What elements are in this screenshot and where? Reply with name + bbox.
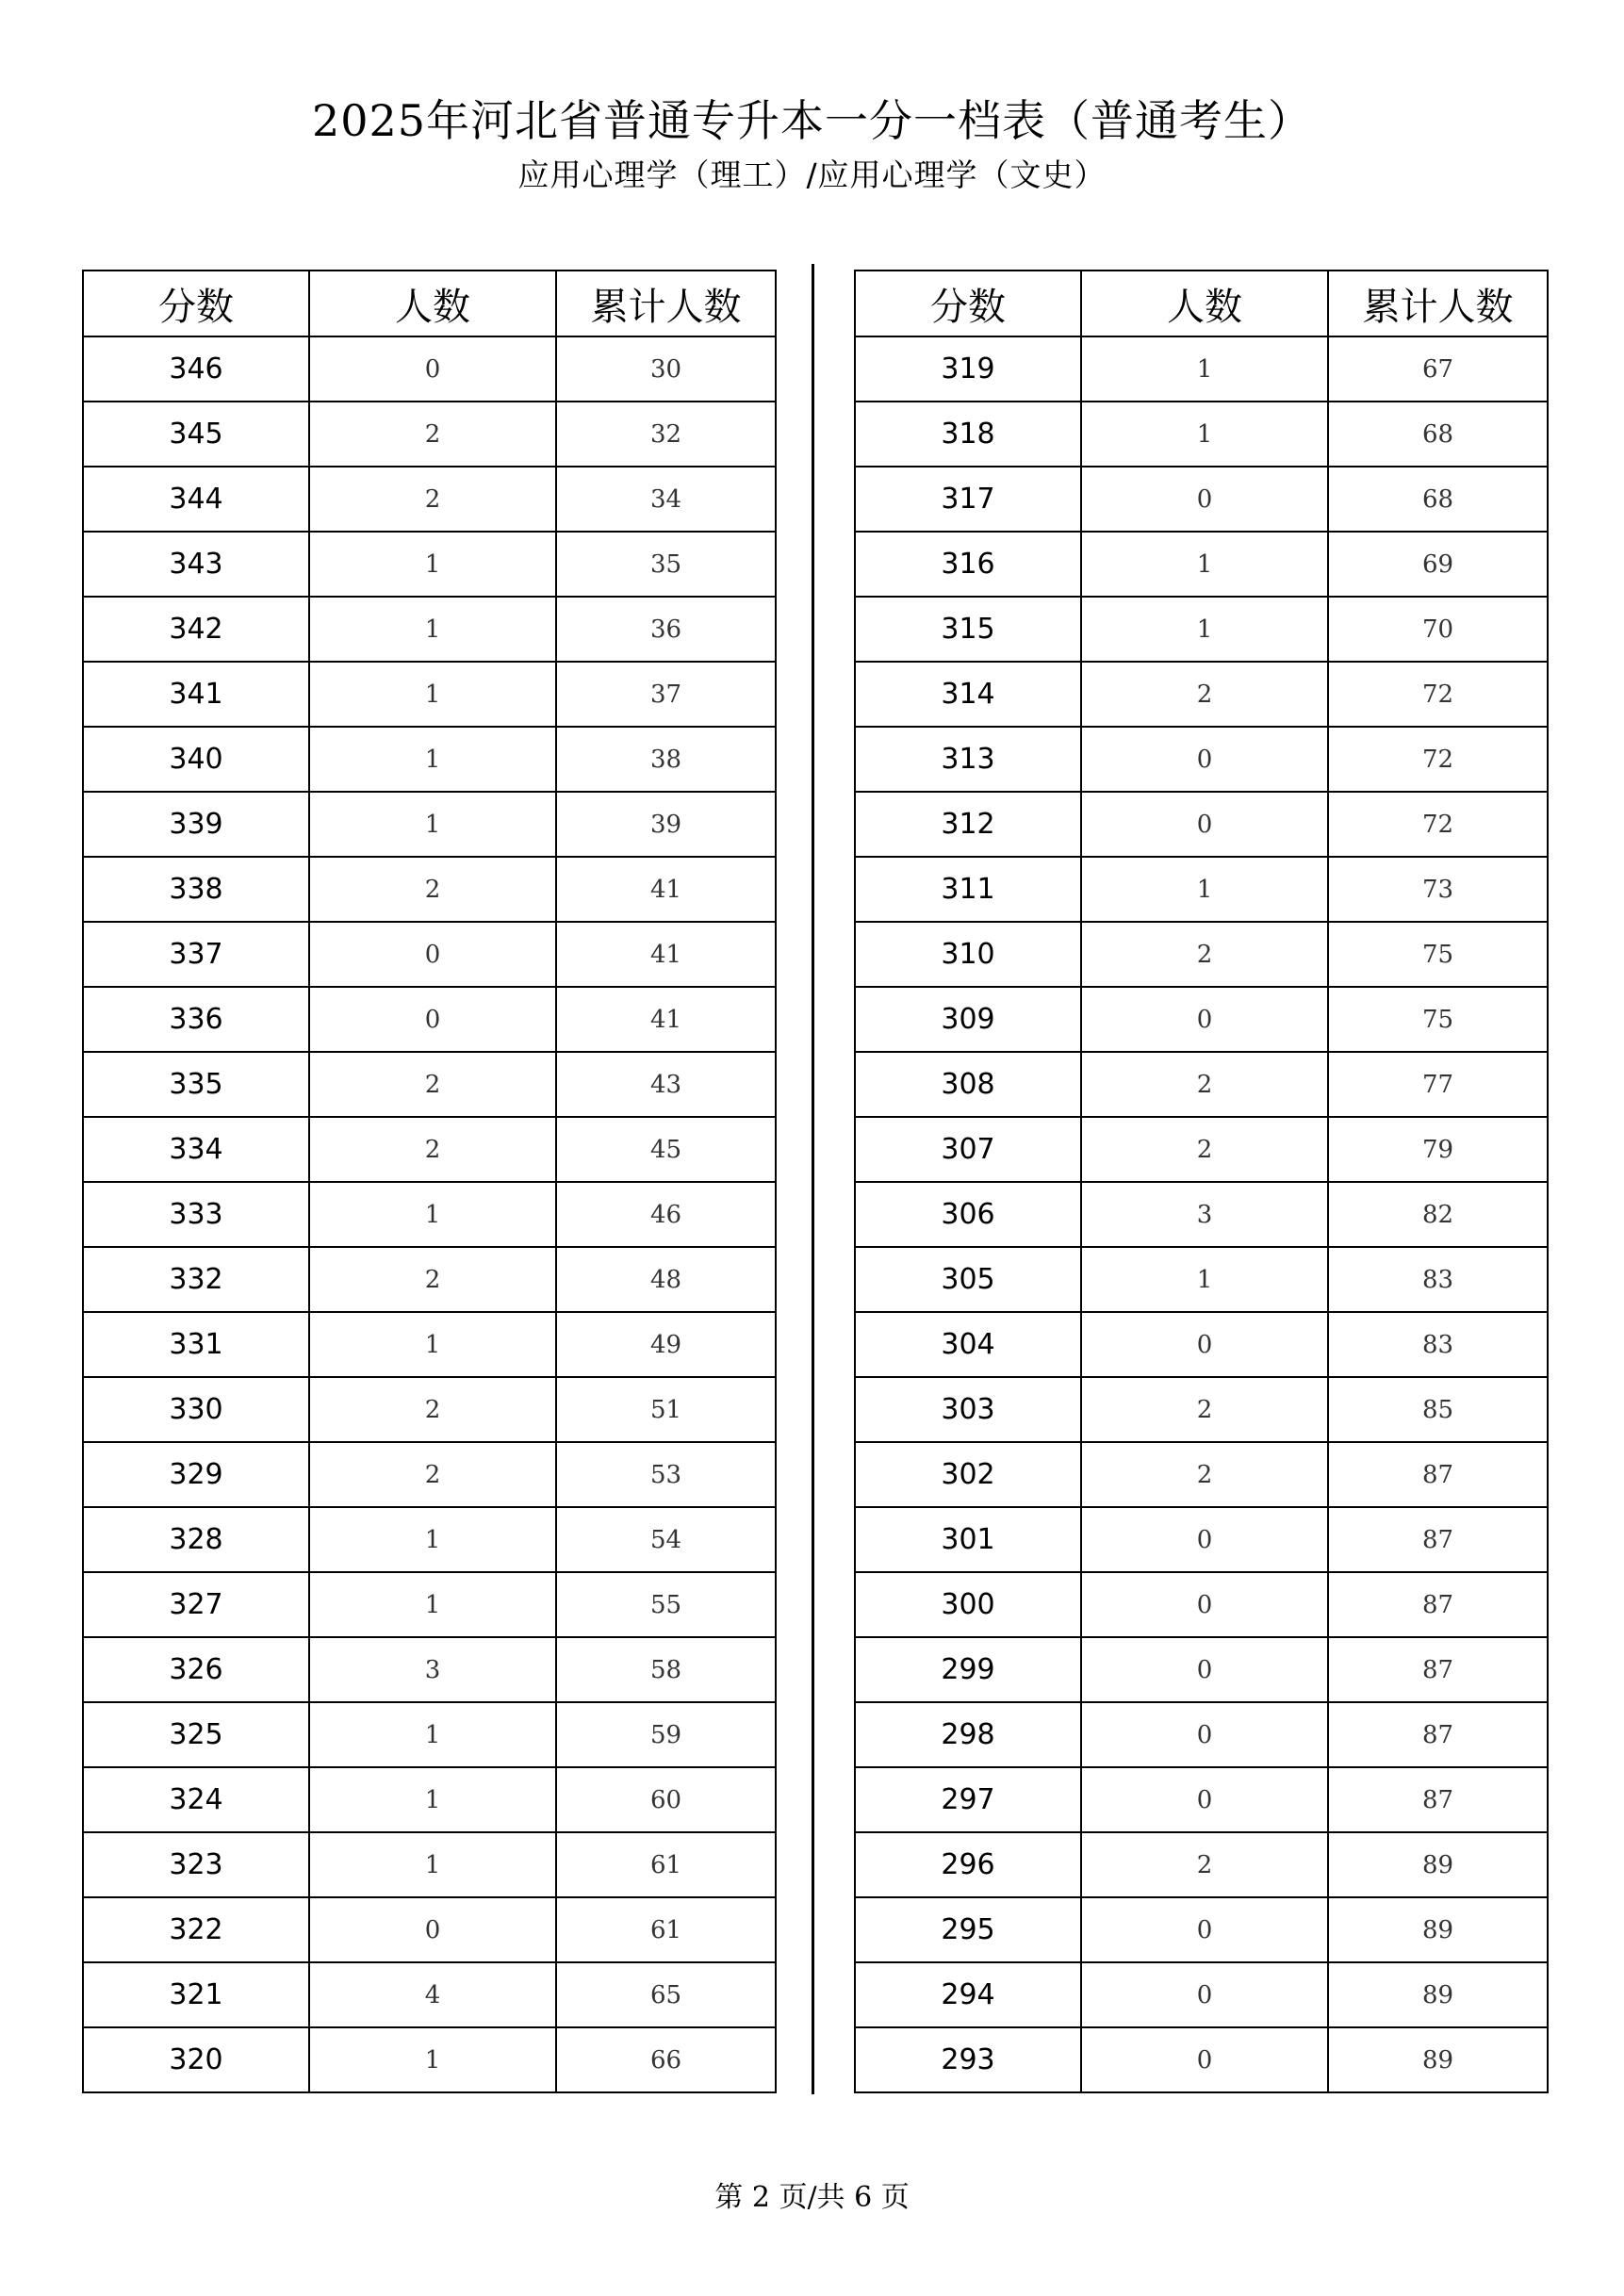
header-cumulative: 累计人数 <box>1328 271 1548 336</box>
table-row <box>855 987 1548 1052</box>
table-row <box>83 1182 776 1247</box>
score-cell: 328 <box>83 1507 309 1572</box>
count-cell: 2 <box>309 1117 556 1182</box>
count-cell: 0 <box>1081 1767 1328 1832</box>
table-row <box>83 1962 776 2027</box>
score-cell: 293 <box>855 2027 1081 2092</box>
cumulative-cell: 87 <box>1328 1637 1548 1702</box>
count-cell: 2 <box>1081 922 1328 987</box>
count-cell: 2 <box>1081 1832 1328 1897</box>
count-cell: 1 <box>309 1572 556 1637</box>
score-cell: 301 <box>855 1507 1081 1572</box>
count-cell: 2 <box>309 402 556 467</box>
count-cell: 1 <box>309 532 556 597</box>
count-cell: 1 <box>309 727 556 792</box>
cumulative-cell: 51 <box>556 1377 776 1442</box>
score-cell: 338 <box>83 857 309 922</box>
score-cell: 297 <box>855 1767 1081 1832</box>
table-row <box>855 1117 1548 1182</box>
count-cell: 1 <box>309 1767 556 1832</box>
score-cell: 339 <box>83 792 309 857</box>
score-cell: 306 <box>855 1182 1081 1247</box>
count-cell: 3 <box>1081 1182 1328 1247</box>
count-cell: 1 <box>309 597 556 662</box>
table-row <box>83 1897 776 1962</box>
cumulative-cell: 89 <box>1328 1832 1548 1897</box>
table-row <box>855 1182 1548 1247</box>
table-row <box>855 1572 1548 1637</box>
count-cell: 1 <box>309 1702 556 1767</box>
score-cell: 320 <box>83 2027 309 2092</box>
cumulative-cell: 66 <box>556 2027 776 2092</box>
cumulative-cell: 79 <box>1328 1117 1548 1182</box>
score-cell: 325 <box>83 1702 309 1767</box>
cumulative-cell: 59 <box>556 1702 776 1767</box>
table-row <box>83 1052 776 1117</box>
table-row <box>855 792 1548 857</box>
table-row <box>855 922 1548 987</box>
table-row <box>83 1767 776 1832</box>
count-cell: 0 <box>309 336 556 402</box>
table-row <box>83 336 776 402</box>
count-cell: 1 <box>1081 336 1328 402</box>
cumulative-cell: 87 <box>1328 1507 1548 1572</box>
count-cell: 1 <box>309 1832 556 1897</box>
cumulative-cell: 87 <box>1328 1572 1548 1637</box>
cumulative-cell: 49 <box>556 1312 776 1377</box>
count-cell: 1 <box>309 792 556 857</box>
count-cell: 1 <box>1081 597 1328 662</box>
count-cell: 0 <box>309 1897 556 1962</box>
score-cell: 314 <box>855 662 1081 727</box>
count-cell: 1 <box>309 662 556 727</box>
score-cell: 304 <box>855 1312 1081 1377</box>
score-cell: 326 <box>83 1637 309 1702</box>
cumulative-cell: 87 <box>1328 1702 1548 1767</box>
count-cell: 2 <box>309 1247 556 1312</box>
table-row <box>83 1702 776 1767</box>
cumulative-cell: 82 <box>1328 1182 1548 1247</box>
score-cell: 309 <box>855 987 1081 1052</box>
cumulative-cell: 36 <box>556 597 776 662</box>
cumulative-cell: 77 <box>1328 1052 1548 1117</box>
table-row <box>855 532 1548 597</box>
cumulative-cell: 45 <box>556 1117 776 1182</box>
count-cell: 0 <box>1081 467 1328 532</box>
table-row <box>83 1832 776 1897</box>
cumulative-cell: 43 <box>556 1052 776 1117</box>
score-cell: 318 <box>855 402 1081 467</box>
score-cell: 342 <box>83 597 309 662</box>
count-cell: 2 <box>1081 1442 1328 1507</box>
score-cell: 310 <box>855 922 1081 987</box>
score-cell: 322 <box>83 1897 309 1962</box>
table-row <box>855 2027 1548 2092</box>
table-row <box>83 597 776 662</box>
table-header-row <box>855 271 1548 336</box>
score-cell: 316 <box>855 532 1081 597</box>
table-row <box>83 1117 776 1182</box>
score-cell: 335 <box>83 1052 309 1117</box>
table-body-left <box>83 336 776 2092</box>
table-row <box>855 402 1548 467</box>
score-cell: 307 <box>855 1117 1081 1182</box>
table-row <box>855 597 1548 662</box>
count-cell: 0 <box>1081 1507 1328 1572</box>
count-cell: 2 <box>309 1377 556 1442</box>
table-row <box>855 1247 1548 1312</box>
cumulative-cell: 41 <box>556 857 776 922</box>
cumulative-cell: 35 <box>556 532 776 597</box>
score-table-left <box>82 270 777 2093</box>
score-cell: 344 <box>83 467 309 532</box>
count-cell: 0 <box>1081 987 1328 1052</box>
table-row <box>855 1377 1548 1442</box>
score-cell: 303 <box>855 1377 1081 1442</box>
cumulative-cell: 61 <box>556 1897 776 1962</box>
score-cell: 300 <box>855 1572 1081 1637</box>
table-row <box>83 2027 776 2092</box>
table-row <box>83 857 776 922</box>
score-cell: 336 <box>83 987 309 1052</box>
header-count: 人数 <box>309 271 556 336</box>
count-cell: 0 <box>1081 727 1328 792</box>
count-cell: 1 <box>309 2027 556 2092</box>
cumulative-cell: 68 <box>1328 402 1548 467</box>
score-cell: 296 <box>855 1832 1081 1897</box>
count-cell: 0 <box>1081 1962 1328 2027</box>
count-cell: 0 <box>1081 1312 1328 1377</box>
table-row <box>855 467 1548 532</box>
table-row <box>83 922 776 987</box>
score-cell: 311 <box>855 857 1081 922</box>
cumulative-cell: 87 <box>1328 1442 1548 1507</box>
score-cell: 313 <box>855 727 1081 792</box>
page-subtitle: 应用心理学（理工）/应用心理学（文史） <box>517 156 1107 193</box>
cumulative-cell: 83 <box>1328 1247 1548 1312</box>
count-cell: 2 <box>1081 1052 1328 1117</box>
count-cell: 2 <box>1081 1377 1328 1442</box>
score-cell: 340 <box>83 727 309 792</box>
table-row <box>83 532 776 597</box>
count-cell: 2 <box>309 1442 556 1507</box>
table-row <box>83 402 776 467</box>
table-row <box>855 1832 1548 1897</box>
cumulative-cell: 46 <box>556 1182 776 1247</box>
cumulative-cell: 58 <box>556 1637 776 1702</box>
cumulative-cell: 70 <box>1328 597 1548 662</box>
score-cell: 294 <box>855 1962 1081 2027</box>
count-cell: 1 <box>1081 857 1328 922</box>
table-row <box>855 1507 1548 1572</box>
cumulative-cell: 85 <box>1328 1377 1548 1442</box>
table-row <box>855 1897 1548 1962</box>
score-cell: 317 <box>855 467 1081 532</box>
score-cell: 298 <box>855 1702 1081 1767</box>
cumulative-cell: 89 <box>1328 2027 1548 2092</box>
table-row <box>855 857 1548 922</box>
column-divider <box>812 264 814 2094</box>
count-cell: 0 <box>309 922 556 987</box>
score-cell: 329 <box>83 1442 309 1507</box>
count-cell: 3 <box>309 1637 556 1702</box>
header-score: 分数 <box>83 271 309 336</box>
cumulative-cell: 32 <box>556 402 776 467</box>
score-cell: 323 <box>83 1832 309 1897</box>
table-row <box>855 1052 1548 1117</box>
cumulative-cell: 54 <box>556 1507 776 1572</box>
count-cell: 1 <box>1081 532 1328 597</box>
cumulative-cell: 55 <box>556 1572 776 1637</box>
table-row <box>855 1767 1548 1832</box>
cumulative-cell: 41 <box>556 922 776 987</box>
cumulative-cell: 69 <box>1328 532 1548 597</box>
header-cumulative: 累计人数 <box>556 271 776 336</box>
cumulative-cell: 38 <box>556 727 776 792</box>
cumulative-cell: 41 <box>556 987 776 1052</box>
table-row <box>83 662 776 727</box>
score-cell: 315 <box>855 597 1081 662</box>
cumulative-cell: 61 <box>556 1832 776 1897</box>
cumulative-cell: 75 <box>1328 922 1548 987</box>
header-score: 分数 <box>855 271 1081 336</box>
cumulative-cell: 67 <box>1328 336 1548 402</box>
table-row <box>83 1377 776 1442</box>
count-cell: 2 <box>309 1052 556 1117</box>
cumulative-cell: 87 <box>1328 1767 1548 1832</box>
cumulative-cell: 30 <box>556 336 776 402</box>
table-row <box>855 1312 1548 1377</box>
cumulative-cell: 83 <box>1328 1312 1548 1377</box>
table-row <box>855 1962 1548 2027</box>
score-cell: 330 <box>83 1377 309 1442</box>
table-row <box>83 1247 776 1312</box>
score-cell: 346 <box>83 336 309 402</box>
count-cell: 0 <box>1081 1572 1328 1637</box>
cumulative-cell: 65 <box>556 1962 776 2027</box>
score-cell: 334 <box>83 1117 309 1182</box>
score-table-right <box>854 270 1549 2093</box>
cumulative-cell: 72 <box>1328 792 1548 857</box>
count-cell: 1 <box>1081 402 1328 467</box>
table-row <box>83 987 776 1052</box>
cumulative-cell: 48 <box>556 1247 776 1312</box>
cumulative-cell: 89 <box>1328 1897 1548 1962</box>
score-cell: 308 <box>855 1052 1081 1117</box>
table-row <box>83 792 776 857</box>
count-cell: 1 <box>1081 1247 1328 1312</box>
cumulative-cell: 68 <box>1328 467 1548 532</box>
count-cell: 0 <box>1081 2027 1328 2092</box>
page-title: 2025年河北省普通专升本一分一档表（普通考生） <box>311 95 1313 146</box>
score-cell: 343 <box>83 532 309 597</box>
score-cell: 345 <box>83 402 309 467</box>
count-cell: 1 <box>309 1507 556 1572</box>
page-footer: 第 2 页/共 6 页 <box>714 2181 910 2214</box>
table-row <box>83 1572 776 1637</box>
score-cell: 331 <box>83 1312 309 1377</box>
table-row <box>855 1442 1548 1507</box>
table-header-row <box>83 271 776 336</box>
count-cell: 1 <box>309 1182 556 1247</box>
cumulative-cell: 53 <box>556 1442 776 1507</box>
count-cell: 0 <box>309 987 556 1052</box>
score-cell: 295 <box>855 1897 1081 1962</box>
count-cell: 4 <box>309 1962 556 2027</box>
score-cell: 319 <box>855 336 1081 402</box>
table-row <box>855 336 1548 402</box>
count-cell: 1 <box>309 1312 556 1377</box>
table-row <box>83 1312 776 1377</box>
table-row <box>855 1702 1548 1767</box>
score-cell: 327 <box>83 1572 309 1637</box>
score-cell: 312 <box>855 792 1081 857</box>
count-cell: 2 <box>309 857 556 922</box>
table-row <box>83 1442 776 1507</box>
table-row <box>83 1507 776 1572</box>
table-row <box>855 1637 1548 1702</box>
count-cell: 2 <box>309 467 556 532</box>
count-cell: 2 <box>1081 1117 1328 1182</box>
count-cell: 0 <box>1081 792 1328 857</box>
cumulative-cell: 89 <box>1328 1962 1548 2027</box>
score-cell: 341 <box>83 662 309 727</box>
score-cell: 324 <box>83 1767 309 1832</box>
cumulative-cell: 72 <box>1328 727 1548 792</box>
cumulative-cell: 60 <box>556 1767 776 1832</box>
score-cell: 302 <box>855 1442 1081 1507</box>
score-cell: 333 <box>83 1182 309 1247</box>
count-cell: 0 <box>1081 1637 1328 1702</box>
table-row <box>83 467 776 532</box>
count-cell: 2 <box>1081 662 1328 727</box>
cumulative-cell: 73 <box>1328 857 1548 922</box>
table-row <box>855 727 1548 792</box>
cumulative-cell: 72 <box>1328 662 1548 727</box>
table-body-right <box>855 336 1548 2092</box>
cumulative-cell: 39 <box>556 792 776 857</box>
cumulative-cell: 34 <box>556 467 776 532</box>
table-row <box>855 662 1548 727</box>
cumulative-cell: 75 <box>1328 987 1548 1052</box>
table-row <box>83 727 776 792</box>
count-cell: 0 <box>1081 1897 1328 1962</box>
score-cell: 332 <box>83 1247 309 1312</box>
cumulative-cell: 37 <box>556 662 776 727</box>
count-cell: 0 <box>1081 1702 1328 1767</box>
score-cell: 337 <box>83 922 309 987</box>
header-count: 人数 <box>1081 271 1328 336</box>
score-cell: 321 <box>83 1962 309 2027</box>
table-row <box>83 1637 776 1702</box>
score-cell: 305 <box>855 1247 1081 1312</box>
score-cell: 299 <box>855 1637 1081 1702</box>
